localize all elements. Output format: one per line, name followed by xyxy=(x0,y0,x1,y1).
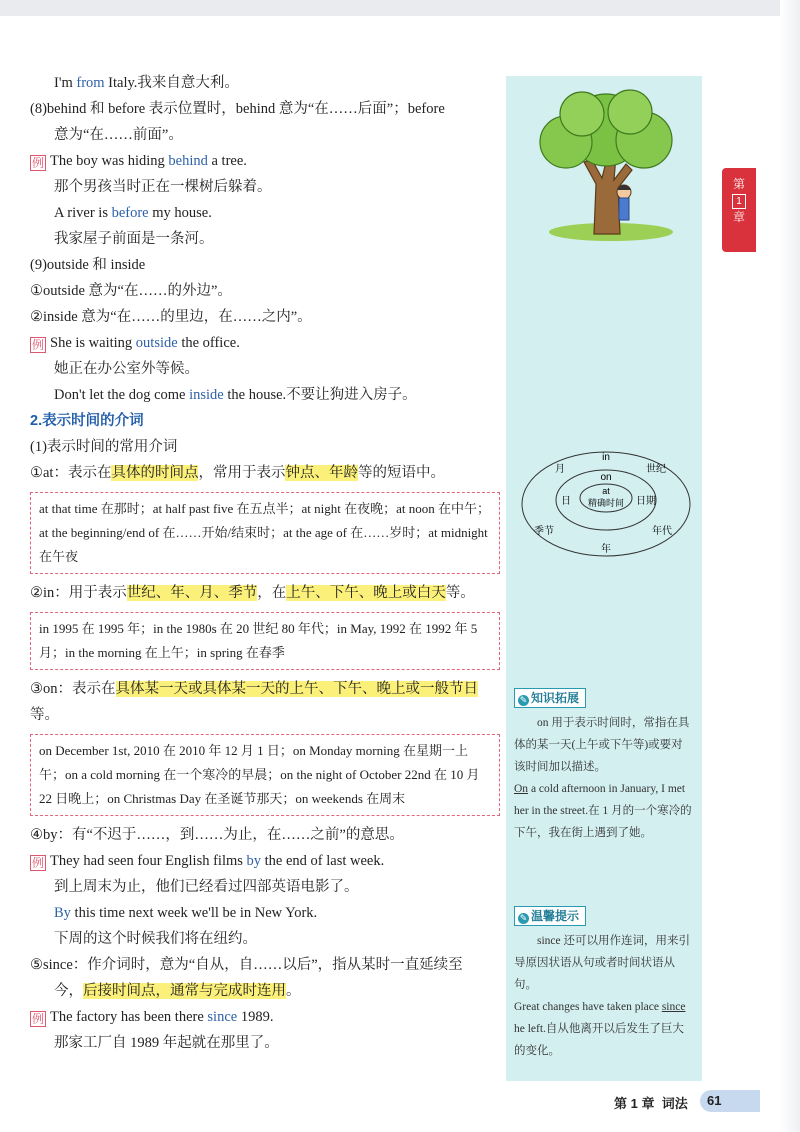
tip-text: on 用于表示时间时，常指在具体的某一天(上午或下午等)或要对该时间加以描述。 xyxy=(514,717,690,773)
text: The boy was hiding xyxy=(50,153,169,169)
example-icon: 例 xyxy=(31,1012,44,1026)
section-heading: 2.表示时间的介词 xyxy=(30,413,144,429)
rule-8: (8)behind 和 before 表示位置时，behind 意为“在……后面”；before xyxy=(30,101,445,117)
tip-text: he left.自从他离开以后发生了巨大的变化。 xyxy=(514,1023,684,1057)
text: the end of last week. xyxy=(261,853,385,869)
translation: 那家工厂自 1989 年起就在那里了。 xyxy=(54,1035,279,1051)
footer-title: 词法 xyxy=(661,1096,688,1111)
translation: 她正在办公室外等候。 xyxy=(54,361,199,377)
tip-example xyxy=(514,778,694,844)
tab-number: 1 xyxy=(732,194,746,209)
rule-9-1: ①outside 意为“在……的外边”。 xyxy=(30,283,232,299)
chapter-tab xyxy=(722,168,756,252)
example-line xyxy=(30,200,500,226)
example-icon: 例 xyxy=(31,856,44,870)
text: 今， xyxy=(54,983,83,999)
text: my house. xyxy=(148,205,212,221)
label-day: 日 xyxy=(561,496,571,507)
label-on: on xyxy=(600,472,612,483)
rule-9: (9)outside 和 inside xyxy=(30,257,146,273)
example-line xyxy=(30,1004,500,1030)
label-date: 日期 xyxy=(636,496,656,507)
footer-chapter xyxy=(614,1093,688,1112)
tip-title: 知识拓展 xyxy=(531,691,580,705)
text: this time next week we'll be in New York. xyxy=(70,905,318,921)
rule-by: ④by：有“不迟于……，到……为止，在……之前”的意思。 xyxy=(30,827,404,843)
underlined-word: On xyxy=(514,783,529,795)
tip-example xyxy=(514,996,694,1062)
footer-chapter-label: 第 1 章 xyxy=(614,1096,655,1111)
tab-text: 章 xyxy=(732,210,745,224)
example-icon: 例 xyxy=(31,156,44,170)
rule-9-2: ②inside 意为“在……的里边，在……之内”。 xyxy=(30,309,312,325)
text: They had seen four English films xyxy=(50,853,247,869)
keyword: by xyxy=(246,853,262,869)
translation: 那个男孩当时正在一棵树后躲着。 xyxy=(54,179,272,195)
example-line xyxy=(30,382,500,408)
text: a tree. xyxy=(207,153,247,169)
label-season: 季节 xyxy=(534,526,554,537)
tip-knowledge xyxy=(514,688,694,844)
example-line xyxy=(30,848,500,874)
subsection-heading: (1)表示时间的常用介词 xyxy=(30,439,178,455)
text: the office. xyxy=(177,335,240,351)
label-in: in xyxy=(602,452,610,463)
rule-in xyxy=(30,580,500,606)
time-prepositions-diagram xyxy=(516,444,692,562)
rule-since-cont xyxy=(30,978,500,1004)
keyword: before xyxy=(111,205,149,221)
rule-since: ⑤since：作介词时，意为“自从，自……以后”，指从某时一直延续至 xyxy=(30,957,463,973)
translation: 我家屋子前面是一条河。 xyxy=(54,231,214,247)
translation: 到上周末为止，他们已经看过四部英语电影了。 xyxy=(54,879,359,895)
label-century: 世纪 xyxy=(646,464,666,475)
translation: 下周的这个时候我们将在纽约。 xyxy=(54,931,257,947)
rule-on xyxy=(30,676,500,728)
tip-title: 温馨提示 xyxy=(531,909,580,923)
highlight: 年龄 xyxy=(328,465,358,481)
highlight: 钟点 xyxy=(285,465,315,481)
example-line xyxy=(30,148,500,174)
label-decade: 年代 xyxy=(652,526,672,537)
keyword: from xyxy=(76,75,105,91)
sidebar-panel xyxy=(506,76,702,1081)
highlight: 具体某一天或具体某一天的上午、下午、晚上或一般节日 xyxy=(115,681,478,697)
text: A river is xyxy=(54,205,112,221)
highlight: 具体的时间点 xyxy=(111,465,199,481)
tip-header xyxy=(514,906,586,926)
tip-header xyxy=(514,688,586,708)
keyword: inside xyxy=(189,387,224,403)
text: ，在 xyxy=(257,585,287,601)
main-column xyxy=(30,70,500,1056)
example-line xyxy=(30,330,500,356)
highlight: 后接时间点，通常与完成时连用 xyxy=(83,983,286,999)
tip-text: Great changes have taken place xyxy=(514,1001,662,1013)
text: She is waiting xyxy=(50,335,136,351)
text: 等。 xyxy=(30,707,59,723)
rule-8-cont: 意为“在……前面”。 xyxy=(54,127,183,143)
page-edge xyxy=(780,0,800,1132)
page-number: 61 xyxy=(700,1090,760,1112)
text: Don't let the dog come xyxy=(54,387,190,403)
text: the house.不要让狗进入房子。 xyxy=(223,387,417,403)
highlight: 世纪、年、月、季节 xyxy=(126,585,258,601)
text: I'm xyxy=(54,75,77,91)
keyword: since xyxy=(207,1009,238,1025)
example-line xyxy=(30,70,500,96)
label-exact-time: 精确时间 xyxy=(587,498,625,508)
text: 等。 xyxy=(445,585,475,601)
tip-reminder xyxy=(514,906,694,1062)
text: 。 xyxy=(286,983,301,999)
rule-at xyxy=(30,460,500,486)
tab-text: 第 xyxy=(732,177,745,191)
text: ①at：表示在 xyxy=(30,465,112,481)
highlight: 、 xyxy=(314,465,329,481)
tip-text: since 还可以用作连词，用来引导原因状语从句或者时间状语从句。 xyxy=(514,935,691,991)
label-month: 月 xyxy=(555,464,565,475)
example-box-in: in 1995 在 1995 年；in the 1980s 在 20 世纪 80 年代；in May, 1992 在 1992 年 5 月；in the morning 在上午；in spring 在春季 xyxy=(30,612,500,670)
example-icon: 例 xyxy=(31,338,44,352)
example-line xyxy=(30,900,500,926)
highlight: 上午、下午、晚上或白天 xyxy=(286,585,446,601)
text: 等的短语中。 xyxy=(357,465,445,481)
label-year: 年 xyxy=(601,544,611,555)
underlined-word: since xyxy=(661,1001,686,1013)
example-box-on: on December 1st, 2010 在 2010 年 12 月 1 日；on Monday morning 在星期一上午；on a cold morning 在一个寒冷的早晨；on the night of October 22nd 在 10 月 22 日晚上；on Christmas Day 在圣诞节那天；on weekends 在周末 xyxy=(30,734,500,816)
tree-illustration xyxy=(516,84,692,246)
text: 1989. xyxy=(237,1009,274,1025)
example-box-at: at that time 在那时；at half past five 在五点半；at night 在夜晚；at noon 在中午；at the beginning/end of 在……开始/结束时；at the age of 在……岁时；at midnight 在午夜 xyxy=(30,492,500,574)
tip-text: a cold afternoon in January, I met her in the street.在 1 月的一个寒冷的下午，我在街上遇到了她。 xyxy=(514,783,692,839)
keyword: outside xyxy=(135,335,178,351)
label-at: at xyxy=(602,486,610,496)
tip-icon: ✎ xyxy=(519,695,528,705)
keyword: By xyxy=(54,905,71,921)
text: ③on：表示在 xyxy=(30,681,116,697)
text: Italy.我来自意大利。 xyxy=(104,75,239,91)
text: ，常用于表示 xyxy=(198,465,286,481)
text: The factory has been there xyxy=(50,1009,208,1025)
tip-icon: ✎ xyxy=(519,913,528,923)
keyword: behind xyxy=(168,153,208,169)
text: ②in：用于表示 xyxy=(30,585,127,601)
top-scan-strip xyxy=(0,0,800,16)
